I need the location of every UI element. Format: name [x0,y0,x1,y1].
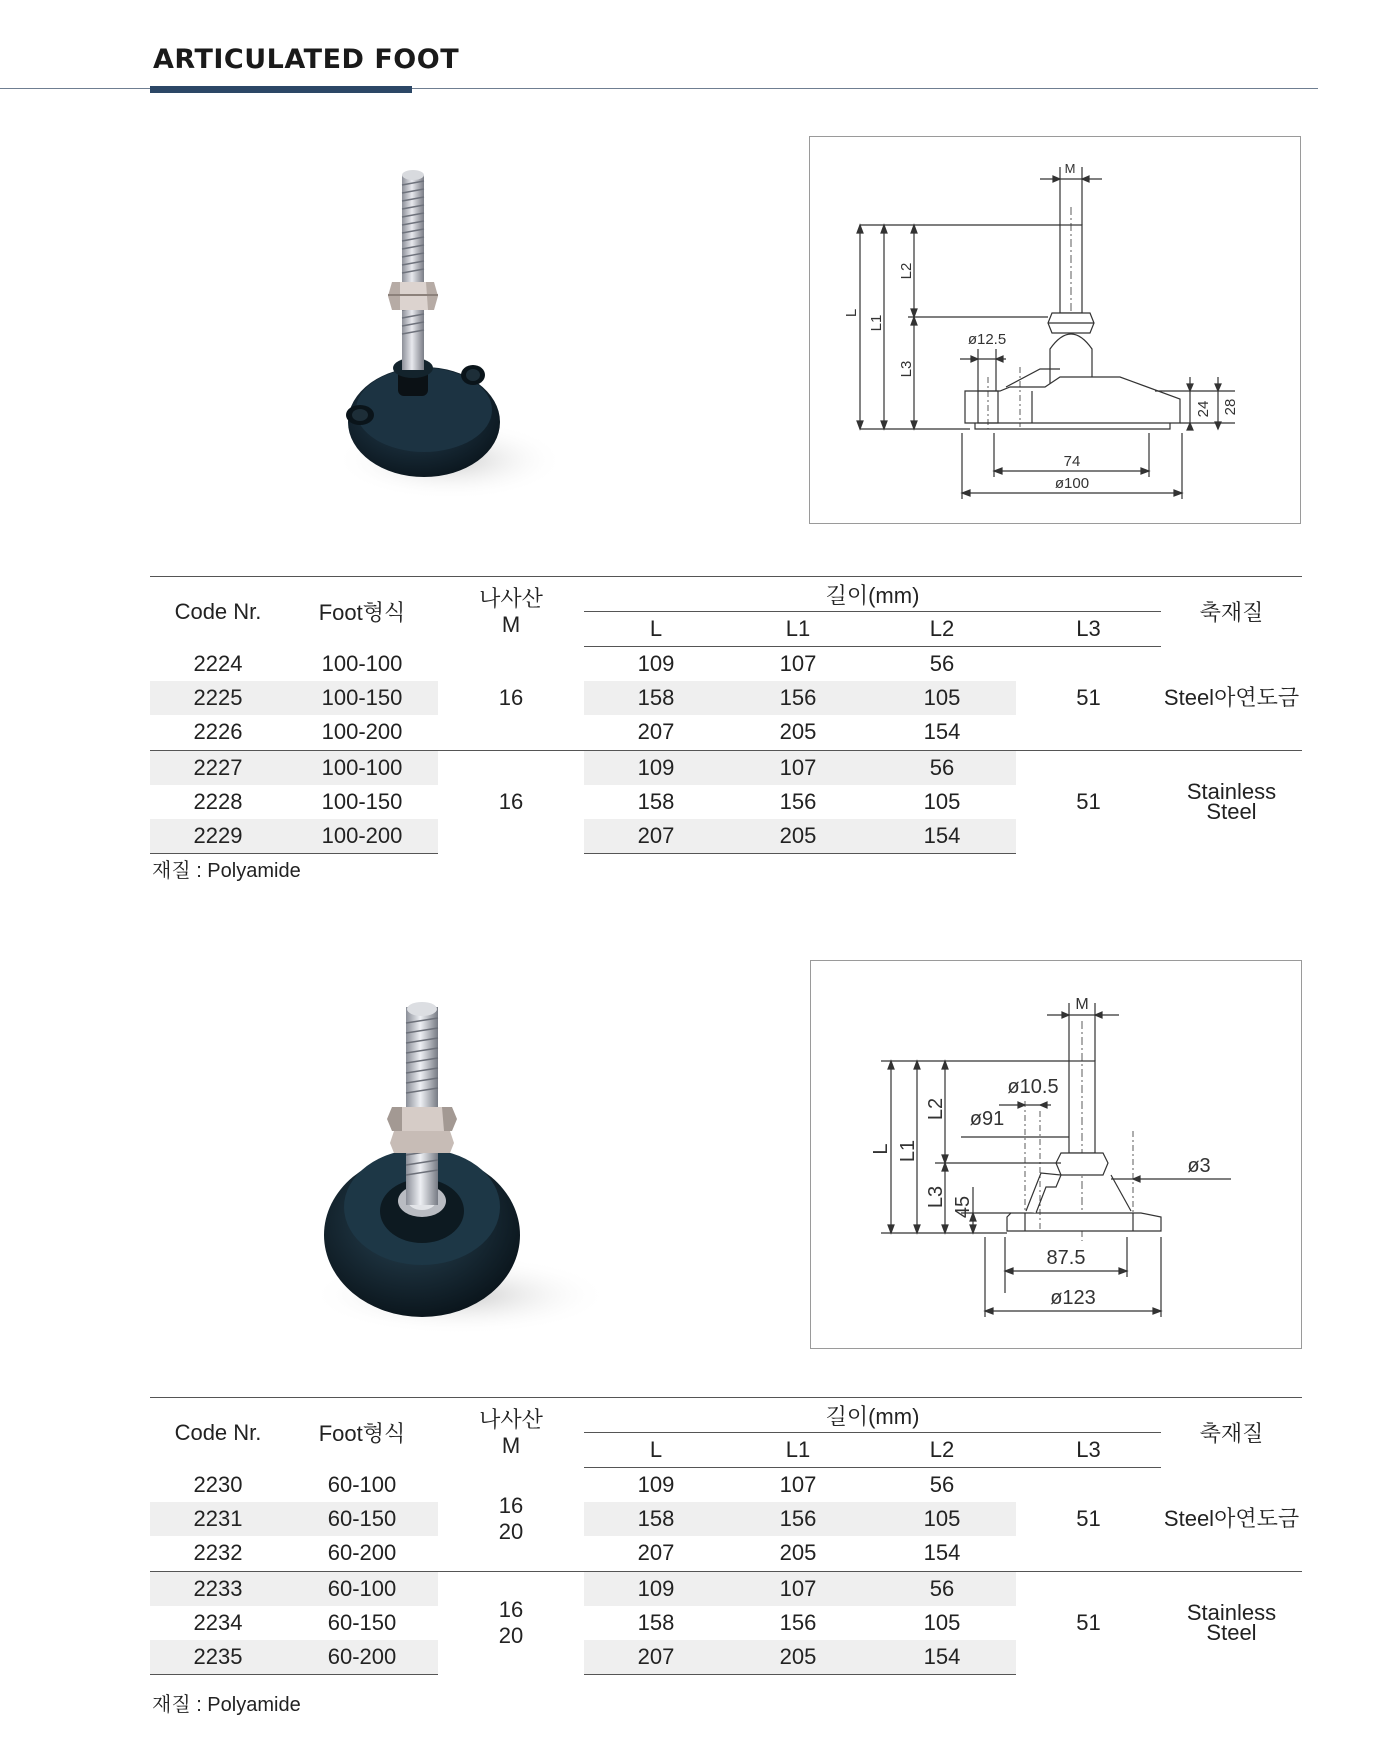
cell-l3: 51 [1076,1506,1101,1532]
cell-foot: 100-150 [321,788,403,814]
material-note-1: 재질 : Polyamide [152,860,301,882]
cell-l2: 56 [929,651,955,677]
table-row [150,1571,1302,1606]
drawing2-label-l: L [870,1143,892,1155]
drawing2-label-l2: L2 [925,1097,947,1121]
cell-l2: 56 [868,1571,1016,1606]
thread-header-top: 나사산 [479,585,543,611]
cell-l1: 205 [779,719,817,745]
cell-l2: 105 [868,1502,1016,1536]
drawing1-label-28: 28 [1222,398,1239,416]
thread-value: 20 [498,1623,524,1649]
drawing1-label-phi125: ø12.5 [967,331,1007,348]
cell-l2: 105 [868,681,1016,715]
spec-table-2 [150,1397,1302,1675]
product-photo-2 [310,995,640,1340]
cell-code: 2226 [193,719,243,745]
drawing1-label-74: 74 [1063,453,1081,470]
cell-code: 2232 [193,1540,243,1566]
cell-thread: 16 [498,685,524,711]
cell-material: Steel아연도금 [1163,1506,1300,1532]
thread-header-bottom: M [501,611,521,637]
col-header-thread [438,577,584,647]
cell-thread [438,1571,584,1675]
page-title: ARTICULATED FOOT [153,44,460,75]
col-header-code: Code Nr. [174,598,262,624]
drawing2-label-l1: L1 [897,1139,919,1163]
cell-l1: 156 [728,681,868,715]
col-header-l: L [584,612,728,647]
cell-code: 2225 [150,681,286,715]
cell-code: 2228 [193,788,243,814]
cell-l1: 205 [728,819,868,854]
cell-l2: 105 [923,788,961,814]
spec-table-1 [150,576,1302,854]
thread-value: 16 [498,1493,524,1519]
thread-value: 16 [498,1597,524,1623]
cell-l: 207 [584,819,728,854]
col-header-length: 길이(mm) [584,577,1161,612]
col-header-l3: L3 [1016,1433,1161,1468]
cell-l1: 156 [779,788,817,814]
cell-foot: 60-200 [327,1540,397,1566]
cell-l2: 105 [923,1609,961,1635]
drawing2-label-phi105: ø10.5 [1007,1076,1059,1098]
cell-thread [438,1468,584,1572]
cell-foot: 100-150 [286,681,438,715]
drawing1-label-100: ø100 [1054,475,1090,492]
cell-code: 2224 [193,650,243,676]
drawing2-label-875: 87.5 [1046,1247,1086,1269]
drawing2-label-l3: L3 [925,1185,947,1209]
thread-value: 20 [498,1519,524,1545]
cell-code: 2227 [150,750,286,785]
cell-l1: 107 [728,1571,868,1606]
col-header-l3: L3 [1016,612,1161,647]
cell-material: Stainless Steel [1161,1571,1302,1675]
drawing2-label-phi91: ø91 [969,1108,1005,1130]
col-header-material: 축재질 [1199,600,1264,626]
col-header-length: 길이(mm) [584,1398,1161,1433]
cell-code: 2235 [150,1640,286,1675]
cell-l1: 205 [728,1640,868,1675]
drawing2-label-45: 45 [952,1195,974,1219]
drawing1-label-l3: L3 [898,360,915,378]
header-accent-bar [150,86,412,93]
technical-drawing-2 [810,960,1302,1349]
cell-l3: 51 [1016,1571,1161,1675]
col-header-foot: Foot형식 [318,600,406,626]
drawing2-label-123: ø123 [1050,1287,1096,1309]
col-header-l1: L1 [728,612,868,647]
cell-foot: 60-150 [327,1609,397,1635]
drawing2-label-phi3: ø3 [1187,1155,1211,1177]
cell-l: 207 [637,1540,675,1566]
cell-code: 2234 [193,1609,243,1635]
drawing1-label-l2: L2 [898,262,915,280]
cell-l: 158 [637,1609,675,1635]
cell-foot: 60-150 [286,1502,438,1536]
cell-foot: 60-200 [286,1640,438,1675]
cell-l2: 154 [923,719,961,745]
cell-code: 2230 [193,1471,243,1497]
cell-code: 2229 [150,819,286,854]
cell-l2: 56 [929,1472,955,1498]
cell-code: 2233 [150,1571,286,1606]
cell-foot: 100-100 [286,750,438,785]
cell-l1: 156 [728,1502,868,1536]
cell-l: 207 [584,1640,728,1675]
drawing2-label-m: M [1075,996,1089,1013]
cell-l1: 107 [779,651,817,677]
cell-thread: 16 [438,750,584,854]
drawing1-label-l1: L1 [868,314,885,332]
cell-l: 207 [637,719,675,745]
col-header-l2: L2 [868,1433,1016,1468]
cell-l2: 154 [868,1640,1016,1675]
col-header-thread [438,1398,584,1468]
cell-l1: 205 [779,1540,817,1566]
drawing1-label-l: L [843,308,860,318]
thread-header-bottom: M [501,1432,521,1458]
col-header-l1: L1 [728,1433,868,1468]
table-row [150,647,1302,682]
technical-drawing-1 [809,136,1301,524]
cell-l2: 56 [868,750,1016,785]
cell-l: 109 [637,651,675,677]
col-header-material: 축재질 [1199,1421,1264,1447]
cell-l1: 156 [779,1609,817,1635]
material-note-2: 재질 : Polyamide [152,1694,301,1716]
col-header-l: L [584,1433,728,1468]
table-row [150,1468,1302,1503]
col-header-l2: L2 [868,612,1016,647]
cell-l1: 107 [779,1472,817,1498]
cell-l: 158 [637,788,675,814]
cell-material: Stainless Steel [1161,750,1302,854]
cell-code: 2231 [150,1502,286,1536]
cell-l2: 154 [868,819,1016,854]
drawing1-label-m: M [1064,161,1076,176]
cell-l2: 154 [923,1540,961,1566]
cell-l: 109 [637,1472,675,1498]
table-row [150,750,1302,785]
cell-foot: 60-100 [286,1571,438,1606]
cell-material: Steel아연도금 [1163,685,1300,711]
cell-foot: 60-100 [327,1471,397,1497]
drawing1-label-24: 24 [1195,400,1212,418]
thread-header-top: 나사산 [479,1406,543,1432]
cell-l: 109 [584,1571,728,1606]
cell-foot: 100-200 [321,719,403,745]
cell-l: 109 [584,750,728,785]
cell-l1: 107 [728,750,868,785]
cell-l: 158 [584,681,728,715]
product-photo-1 [330,160,570,500]
cell-l3: 51 [1016,750,1161,854]
cell-l3: 51 [1076,685,1101,711]
cell-foot: 100-100 [321,650,403,676]
col-header-foot: Foot형식 [318,1421,406,1447]
col-header-code: Code Nr. [174,1419,262,1445]
cell-foot: 100-200 [286,819,438,854]
cell-l: 158 [584,1502,728,1536]
